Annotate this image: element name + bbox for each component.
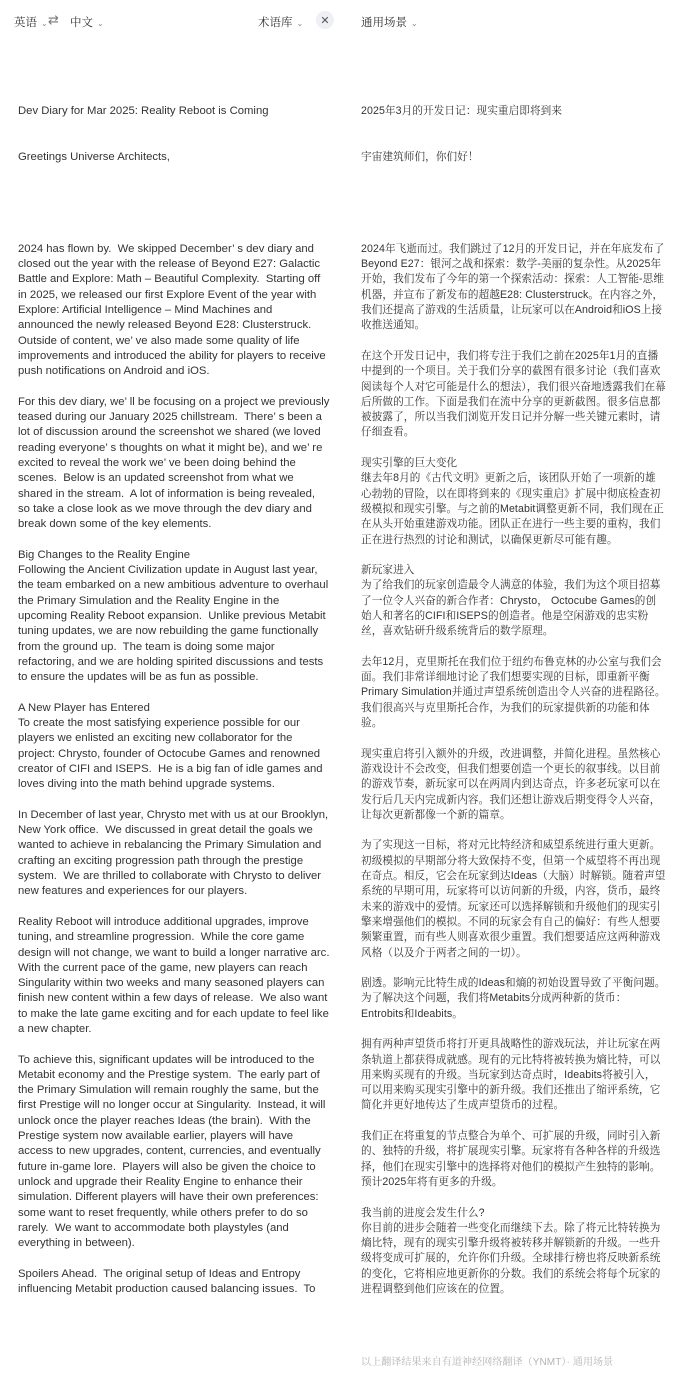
- target-paragraph-text: 为了给我们的玩家创造最令人满意的体验，我们为这个项目招募了一位令人兴奋的新合作者：Chrysto， Octocube Games的创始人和著名的CIFI和ISEPS的创造者。他是空闲游戏的忠实粉丝，喜欢钻研升级系统背后的数学原理。: [361, 579, 661, 638]
- source-paragraph-text: Spoilers Ahead. The original setup of Ideas and Entropy influencing Metabit production caused balancing issues. To: [18, 1267, 316, 1296]
- target-paragraph: [361, 838, 666, 960]
- close-icon[interactable]: ✕: [316, 11, 334, 29]
- source-paragraph-text: Reality Reboot will introduce additional upgrades, improve tuning, and streamline progression. While the core game design will not change, we want to build a longer narrative arc. With the current pace of the game, new players can reach Singularity within two weeks and many seasoned players can finish new content within a few days of release. We also want to make the late game exciting and for each update to feel like a new chapter.: [18, 915, 333, 1035]
- source-section-heading: Big Changes to the Reality Engine: [18, 548, 191, 561]
- target-paragraph: [361, 456, 666, 548]
- target-paragraph-text: 继去年8月的《古代文明》更新之后，该团队开始了一项新的雄心勃勃的冒险，以在即将到来的《现实重启》扩展中彻底检查初级模拟和现实引擎。与之前的Metabit调整更新不同，我们现在正在从头开始重建游戏功能。团队正在进行一些主要的重构，我们正在进行热烈的讨论和测试，以确保更新尽可能有趣。: [361, 472, 664, 546]
- target-paragraph: [361, 563, 666, 639]
- source-paragraph: [18, 1267, 330, 1298]
- source-paragraph: [18, 701, 330, 793]
- source-paragraph-text: Following the Ancient Civilization update in August last year, the team embarked on a new ambitious adventure to overhaul the Primary Simulation and the Reality Engine in the upcoming Reality Reboot expansion. Unlike previous Metabit tuning updates, we are now rebuilding the game functionally from the ground up. The team is doing some major refactoring, and we are holding spirited discussions and tests to ensure the updates will be as fun as possible.: [18, 564, 332, 684]
- scenario-select[interactable]: [361, 14, 418, 30]
- chevron-down-icon: ⌄: [97, 18, 104, 28]
- glossary-label: 术语库: [258, 17, 293, 29]
- chevron-down-icon: ⌄: [411, 18, 418, 28]
- source-text-panel[interactable]: [18, 43, 333, 1328]
- target-title: 2025年3月的开发日记：现实重启即将到来: [361, 105, 563, 118]
- chevron-down-icon: ⌄: [41, 18, 48, 28]
- source-paragraph: [18, 915, 333, 1037]
- target-paragraph: [361, 976, 666, 1022]
- target-section-heading: 现实引擎的巨大变化: [361, 457, 458, 470]
- target-language-select[interactable]: [70, 14, 104, 30]
- target-greeting: 宇宙建筑师们，你们好！: [361, 151, 479, 164]
- source-header: [18, 74, 330, 196]
- target-paragraph: [361, 1037, 666, 1113]
- target-paragraph: [361, 242, 666, 334]
- glossary-select[interactable]: [258, 14, 303, 30]
- source-paragraph-text: For this dev diary, we’ ll be focusing on a project we previously teased during our January 2025 chillstream. There’ s been a lot of discussion around the screenshot we shared (we loved reading everyone’ s thoughts on what it might be), and we’ re excited to reveal the work we’ ve been doing behind the scenes. Below is an updated screenshot from what we shared in the stream. A lot of information is being revealed, so take a close look as we move through the dev diary and break down some of the key elements.: [18, 395, 333, 531]
- target-section-heading: 新玩家进入: [361, 564, 415, 577]
- source-paragraph-text: 2024 has flown by. We skipped December’ s dev diary and closed out the year with the release of Beyond E27: Galactic Battle and Explore: Math – Beautiful Complexity. Starting off in 2025, we released our first Explore Event of the year with Explore: Artificial Intelligence – Mind Machines and announced the newly released Beyond E28: Clusterstruck. Outside of content, we’ ve also made some quality of life improvements and introduced the ability for players to receive push notifications on Android and iOS.: [18, 242, 329, 378]
- target-paragraph: [361, 747, 666, 823]
- source-paragraph-text: To create the most satisfying experience possible for our players we enlisted an exciting new collaborator for the project: Chrysto, founder of Octocube Games and renowned creator of CIFI and ISEPS. He is a big fan of idle games and loves diving into the math behind upgrade systems.: [18, 717, 326, 791]
- target-paragraph: [361, 1206, 666, 1298]
- target-paragraph: [361, 349, 666, 441]
- target-paragraph-text: 拥有两种声望货币将打开更具战略性的游戏玩法，并让玩家在两条轨道上都获得成就感。现有的元比特将被转换为熵比特，可以用来购买现有的升级。当玩家到达奇点时，Ideabits将被引入，可以用来购买现实引擎中的新升级。我们还推出了缩评系统，它简化并更好地传达了生成声望货币的过程。: [361, 1038, 661, 1112]
- target-paragraph-text: 我们正在将重复的节点整合为单个、可扩展的升级，同时引入新的、独特的升级，将扩展现实引擎。玩家将有各种各样的升级选择，他们在现实引擎中的选择将对他们的模拟产生独特的影响。预计2025年将有更多的升级。: [361, 1130, 661, 1188]
- target-paragraph-text: 现实重启将引入额外的升级，改进调整，并简化进程。虽然核心游戏设计不会改变，但我们想要创造一个更长的叙事线。以目前的游戏节奏，新玩家可以在两周内到达奇点，许多老玩家可以在发行后几天内完成新内容。我们还想让游戏后期变得令人兴奋，让每次更新都像一个新的篇章。: [361, 747, 661, 821]
- source-paragraph-text: In December of last year, Chrysto met with us at our Brooklyn, New York office. We discussed in great detail the goals we wanted to achieve in rebalancing the Primary Simulation and crafting an exciting progression path through the prestige system. We are thrilled to collaborate with Chrysto to deliver new features and experiences for our players.: [18, 808, 332, 898]
- source-greeting: Greetings Universe Architects,: [18, 151, 170, 164]
- source-paragraph: [18, 395, 333, 533]
- target-paragraph-text: 为了实现这一目标，将对元比特经济和威望系统进行重大更新。初级模拟的早期部分将大致保持不变，但第一个威望将不再出现在奇点。相反，它会在玩家到达Ideas（大脑）时解锁。随着声望系统的早期可用，玩家将可以访问新的升级，内容，货币，最终未来的游戏中的爱情。玩家还可以选择解锁和升级他们的现实引擎来增强他们的模拟。不同的玩家会有自己的偏好：有些人想要频繁重置，而有些人则喜欢很少重置。我们想要适应这两种游戏风格（以及介于两者之间的一切）。: [361, 839, 666, 959]
- target-header: [361, 74, 666, 196]
- chevron-down-icon: ⌄: [296, 18, 304, 28]
- target-paragraph-text: 去年12月，克里斯托在我们位于纽约布鲁克林的办公室与我们会面。我们非常详细地讨论了我们想要实现的目标，即重新平衡Primary Simulation并通过声望系统创造出令人兴奋的进程路径。我们很高兴与克里斯托合作，为我们的玩家提供新的功能和体验。: [361, 655, 666, 730]
- scenario-label: 通用场景: [361, 17, 407, 29]
- target-paragraph: [361, 655, 666, 731]
- swap-arrows-icon[interactable]: ⇄: [48, 12, 59, 27]
- source-paragraph: [18, 548, 330, 686]
- translation-toolbar: [0, 0, 682, 40]
- source-language-label: 英语: [14, 17, 37, 29]
- target-paragraph-text: 剧透。影响元比特生成的Ideas和熵的初始设置导致了平衡问题。为了解决这个问题，我们将Metabits分成两种新的货币：Entrobits和Ideabits。: [361, 977, 666, 1020]
- target-paragraph: [361, 1129, 666, 1190]
- target-language-label: 中文: [70, 17, 93, 29]
- target-paragraph-text: 2024年飞逝而过。我们跳过了12月的开发日记，并在年底发布了Beyond E27：银河之战和探索：数学-美丽的复杂性。从2025年开始，我们发布了今年的第一个探索活动：探索：人工智能-思维机器，并宣布了新发布的超越E28: Clusterstruck。在内容之外，我们还提高了游戏的生活质量，让玩家可以在Android和iOS上接收推送通知。: [361, 242, 665, 332]
- source-paragraph: [18, 1053, 330, 1252]
- target-paragraph-text: 你目前的进步会随着一些变化而继续下去。除了将元比特转换为熵比特，现有的现实引擎升级将被转移并解锁新的升级。一些升级将变成可扩展的，允许你们升级。全球排行榜也将反映新系统的变化，它将相应地更新你的分数。我们的系统会将每个玩家的进程调整到他们应该在的位置。: [361, 1221, 661, 1296]
- target-section-heading: 我当前的进度会发生什么?: [361, 1206, 485, 1219]
- source-paragraph: [18, 242, 330, 380]
- target-paragraph-text: 在这个开发日记中，我们将专注于我们之前在2025年1月的直播中提到的一个项目。关于我们分享的截图有很多讨论（我们喜欢阅读每个人对它可能是什么的想法），我们很兴奋地透露我们在幕后所做的工作。下面是我们在流中分享的更新截图。很多信息都被披露了，所以当我们浏览开发日记并分解一些关键元素时，请仔细查看。: [361, 349, 666, 439]
- translated-text-panel: [361, 43, 666, 1386]
- source-language-select[interactable]: [14, 14, 48, 30]
- translation-footer-note: 以上翻译结果来自有道神经网络翻译（YNMT）· 通用场景: [361, 1357, 614, 1369]
- source-paragraph-text: To achieve this, significant updates will be introduced to the Metabit economy and the Prestige system. The early part of the Primary Simulation will remain roughly the same, but the first Prestige will no longer occur at Singularity. Instead, it will unlock once the player reaches Ideas (the brain). With the Prestige system now available earlier, players will have access to new upgrades, content, currencies, and eventually future in-game lore. Players will also be given the choice to unlock and upgrade their Reality Engine to enhance their simulation. Different players will have their own preferences: some want to reset frequently, while others prefer to do so rarely. We want to accommodate both playstyles (and everything in between).: [18, 1053, 329, 1250]
- source-section-heading: A New Player has Entered: [18, 701, 150, 714]
- source-paragraph: [18, 808, 330, 900]
- source-title: Dev Diary for Mar 2025: Reality Reboot is Coming: [18, 105, 269, 118]
